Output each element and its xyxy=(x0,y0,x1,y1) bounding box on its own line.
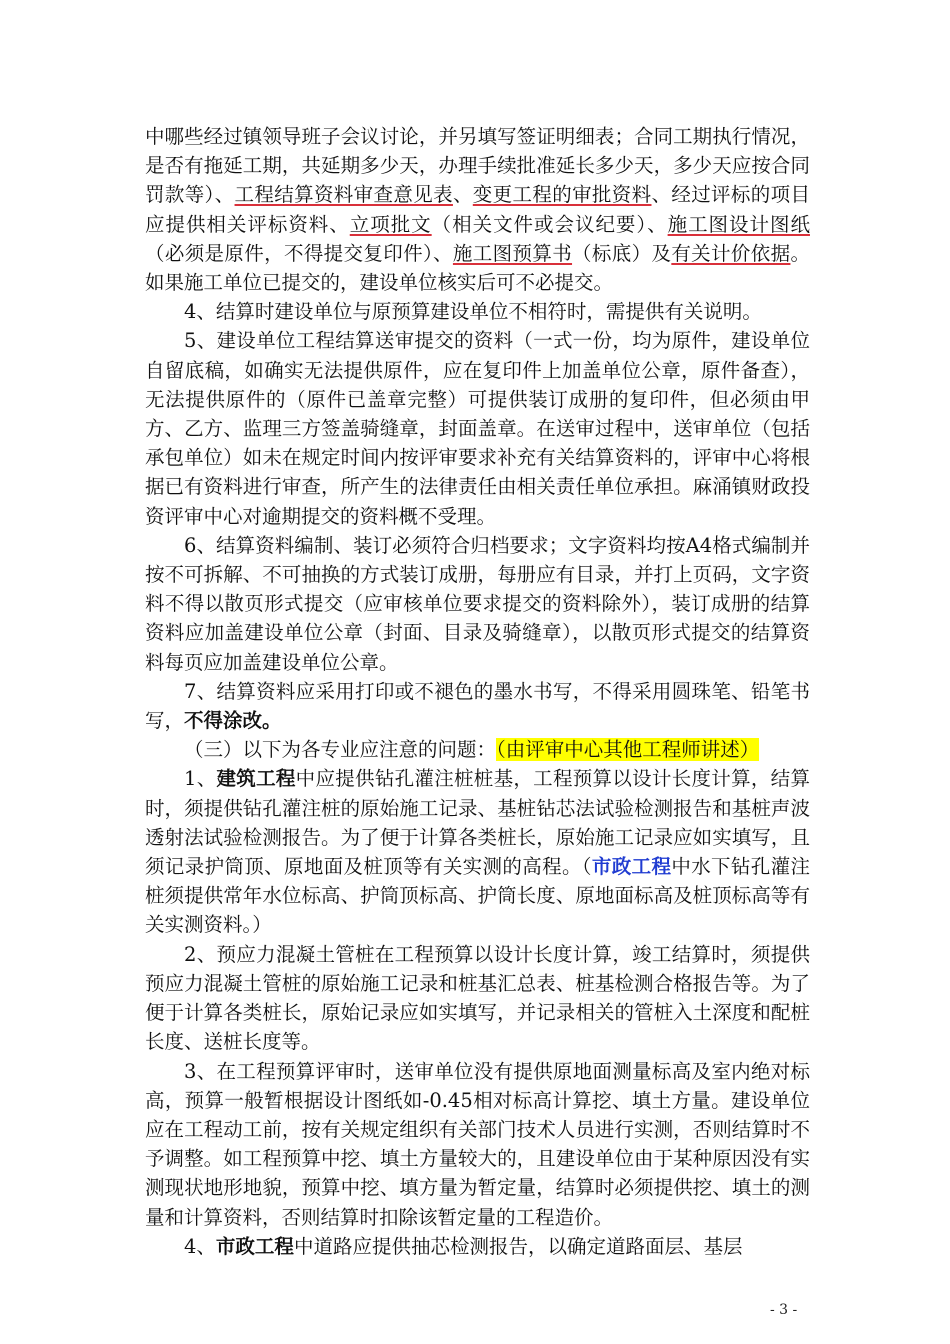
underlined-text: 施工图设计图纸 xyxy=(667,212,810,236)
paragraph-building-2: 2、预应力混凝土管桩在工程预算以设计长度计算，竣工结算时，须提供预应力混凝土管桩的原始施工记录和桩基汇总表、桩基检测合格报告等。为了便于计算各类桩长，原始记录应如实填写，并记录相关的管桩入土深度和配桩长度、送桩长度等。 xyxy=(145,942,810,1054)
text: （标底）及 xyxy=(572,241,672,265)
underlined-text: 有关计价依据 xyxy=(671,241,791,265)
paragraph-item-4: 4、结算时建设单位与原预算建设单位不相符时，需提供有关说明。 xyxy=(184,300,762,324)
paragraph-materials-list xyxy=(145,122,810,297)
text: 中水下钻孔灌注桩须提供常年水位标高、护筒顶标高、护筒长度、原地面标高及桩顶标高等有关实测资料。） xyxy=(145,855,810,937)
highlighted-note: （由评审中心其他工程师讲述） xyxy=(496,738,760,762)
bold-term: 建筑工程 xyxy=(216,767,296,791)
paragraph-building-1 xyxy=(145,764,810,939)
underlined-text: 变更工程的审批资料 xyxy=(472,183,652,207)
page-number: - 3 - xyxy=(770,1302,798,1318)
bold-text: 不得涂改。 xyxy=(184,709,282,733)
paragraph-item-7 xyxy=(145,677,810,735)
text: （必须是原件，不得提交复印件）、 xyxy=(145,241,453,265)
text: 。如果施工单位已提交的，建设单位核实后可不必提交。 xyxy=(145,241,810,295)
underlined-text: 立项批文 xyxy=(349,212,432,236)
text: 1、 xyxy=(184,767,217,791)
bold-term: 市政工程 xyxy=(215,1234,294,1258)
text: 中哪些经过镇领导班子会议讨论，并另填写签证明细表；合同工期执行情况，是否有拖延工期，共延期多少天，办理手续批准延长多少天，多少天应按合同罚款等）、 xyxy=(145,125,810,207)
paragraph-building-3: 3、在工程预算评审时，送审单位没有提供原地面测量标高及室内绝对标高，预算一般暂根据设计图纸如-0.45相对标高计算挖、填土方量。建设单位应在工程动工前，按有关规定组织有关部门技术人员进行实测，否则结算时不予调整。如工程预算中挖、填土方量较大的，且建设单位由于某种原因没有实测现状地形地貌，预算中挖、填方量为暂定量，结算时必须提供挖、填土的测量和计算资料，否则结算时扣除该暂定量的工程造价。 xyxy=(145,1059,810,1229)
text: （相关文件或会议纪要）、 xyxy=(431,212,668,236)
paragraph-municipal-4 xyxy=(145,1232,810,1261)
paragraph-item-5: 5、建设单位工程结算送审提交的资料（一式一份，均为原件，建设单位自留底稿，如确实无法提供原件，应在复印件上加盖单位公章，原件备查），无法提供原件的（原件已盖章完整）可提供装订成册的复印件，但必须由甲方、乙方、监理三方签盖骑缝章，封面盖章。在送审过程中，送审单位（包括承包单位）如未在规定时间内按评审要求补充有关结算资料的，评审中心将根据已有资料进行审查，所产生的法律责任由相关责任单位承担。麻涌镇财政投资评审中心对逾期提交的资料概不受理。 xyxy=(145,329,810,528)
blue-term: 市政工程 xyxy=(591,855,672,879)
section-heading-3 xyxy=(145,735,810,764)
text: 、 xyxy=(452,183,473,207)
underlined-text: 施工图预算书 xyxy=(452,241,573,265)
heading-text: （三）以下为各专业应注意的问题： xyxy=(184,738,497,762)
text: 中应提供钻孔灌注桩桩基，工程预算以设计长度计算，结算时，须提供钻孔灌注桩的原始施工记录、基桩钻芯法试验检测报告和基桩声波透射法试验检测报告。为了便于计算各类桩长，原始施工记录应如实填写，且须记录护筒顶、原地面及桩顶等有关实测的高程。（ xyxy=(145,767,810,879)
paragraph-item-6: 6、结算资料编制、装订必须符合归档要求；文字资料均按A4格式编制并按不可拆解、不可抽换的方式装订成册，每册应有目录，并打上页码，文字资料不得以散页形式提交（应审核单位要求提交的资料除外），装订成册的结算资料应加盖建设单位公章（封面、目录及骑缝章），以散页形式提交的结算资料每页应加盖建设单位公章。 xyxy=(145,533,810,674)
document-body xyxy=(145,122,810,1261)
text: 4、 xyxy=(184,1234,216,1258)
text: 、经过评标的项目应提供相关评标资料、 xyxy=(145,183,810,236)
text: 中道路应提供抽芯检测报告，以确定道路面层、基层 xyxy=(293,1234,743,1258)
text: 7、结算资料应采用打印或不褪色的墨水书写，不得采用圆珠笔、铅笔书写， xyxy=(145,679,810,733)
underlined-text: 工程结算资料审查意见表 xyxy=(234,183,453,207)
